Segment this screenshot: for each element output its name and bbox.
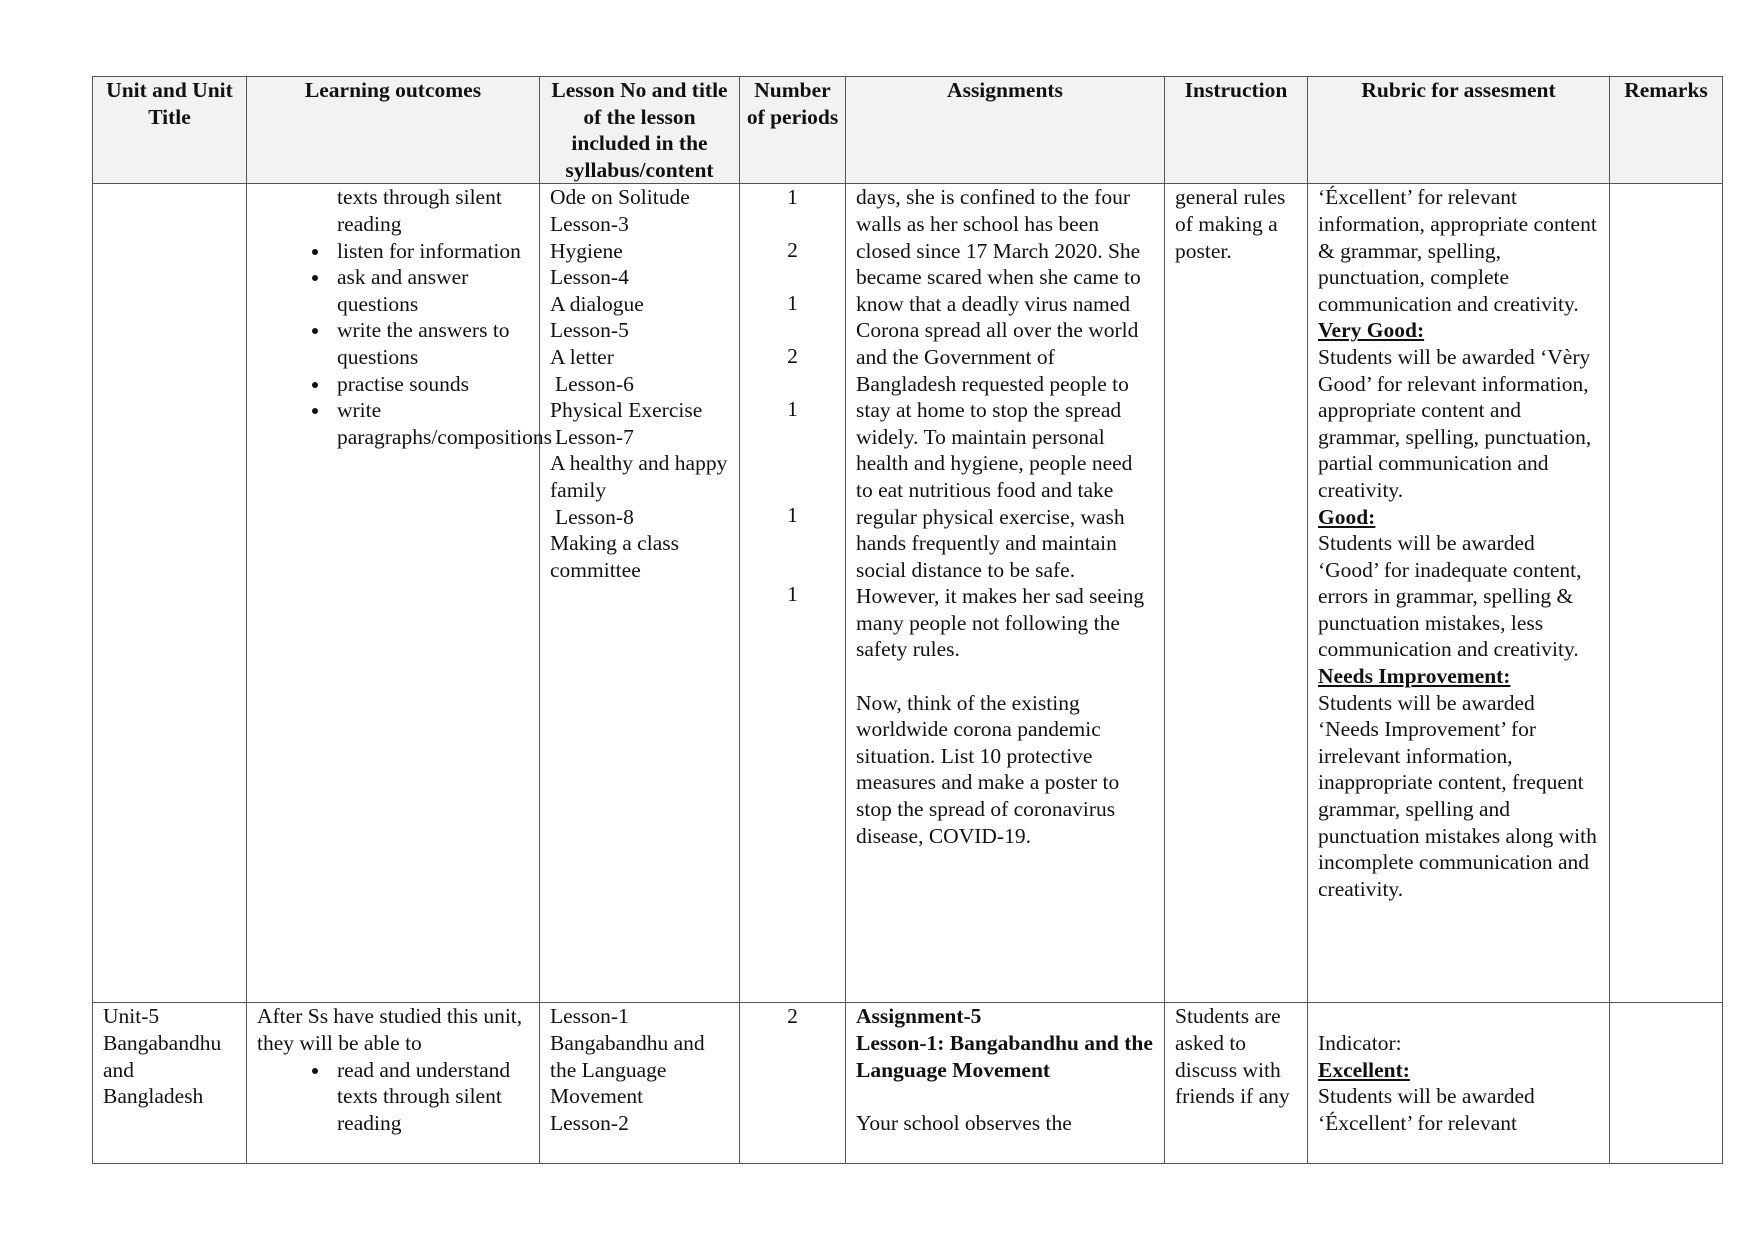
lesson-line: Lesson-3	[550, 211, 629, 236]
header-assignments: Assignments	[846, 77, 1165, 184]
paragraph-gap	[856, 1083, 1154, 1110]
assignment-cell	[846, 1003, 1165, 1164]
periods-cell: 2	[740, 1003, 846, 1164]
assignment-task: Now, think of the existing worldwide corona pandemic situation. List 10 protective measures and make a poster to stop the spread of coronavirus disease, COVID-19.	[856, 690, 1120, 848]
lesson-line: Lesson-1	[550, 1004, 629, 1029]
header-unit: Unit and Unit Title	[93, 77, 247, 184]
assignment-cell	[846, 184, 1165, 1003]
learning-outcomes-cell	[247, 1003, 540, 1164]
rubric-excellent-heading: Excellent:	[1318, 1057, 1410, 1082]
rubric-very-good-heading: Very Good:	[1318, 318, 1425, 343]
header-lesson: Lesson No and title of the lesson included in the syllabus/content	[540, 77, 740, 184]
header-remarks: Remarks	[1610, 77, 1723, 184]
table-row	[93, 184, 1723, 1003]
learning-outcomes-cell	[247, 184, 552, 1003]
outcomes-intro: After Ss have studied this unit, they will be able to	[257, 1004, 523, 1055]
lesson-plan-table	[92, 76, 1723, 1164]
list-item: • practise sounds	[331, 371, 529, 398]
list-item: • read and understand texts through silent reading	[331, 1057, 529, 1137]
lesson-line: A dialogue	[550, 291, 644, 316]
header-rubric: Rubric for assesment	[1308, 77, 1610, 184]
list-item: • write the answers to questions	[331, 317, 529, 370]
table-row	[93, 1003, 1723, 1164]
rubric-excellent-text: ‘Éxcellent’ for relevant information, appropriate content & grammar, spelling, punctuation, complete communication and creativity.	[1318, 185, 1597, 316]
rubric-very-good-text: Students will be awarded ‘Vèry Good’ for relevant information, appropriate content and grammar, spelling, punctuation, partial communication and creativity.	[1318, 344, 1592, 502]
unit-cell: Unit-5 Bangabandhu and Bangladesh	[93, 1003, 247, 1164]
assignment-title: Assignment-5	[856, 1004, 982, 1029]
header-learning-outcomes: Learning outcomes	[247, 77, 540, 184]
lesson-line: Lesson-8	[555, 504, 634, 529]
period-value: 1	[787, 185, 798, 210]
outcome-continued: texts through silent reading	[337, 185, 502, 236]
periods-cell	[740, 184, 846, 1003]
instruction-cell: Students are asked to discuss with friends if any	[1165, 1003, 1308, 1164]
assignment-text: days, she is confined to the four walls as her school has been closed since 17 March 2020. She became scared when she came to know that a deadly virus named Corona spread all over the world and the Government of Bangladesh requested people to stay at home to stop the spread widely. To maintain personal health and hygiene, people need to eat nutritious food and take regular physical exercise, wash hands frequently and maintain social distance to be safe. However, it makes her sad seeing many people not following the safety rules.	[856, 185, 1145, 662]
list-item: • write paragraphs/compositions	[331, 397, 529, 450]
header-periods: Number of periods	[740, 77, 846, 184]
header-instruction: Instruction	[1165, 77, 1308, 184]
rubric-indicator: Indicator:	[1318, 1030, 1402, 1055]
lesson-line: Lesson-2	[550, 1110, 629, 1135]
period-value: 2	[787, 238, 798, 263]
lesson-line: Bangabandhu and the Language Movement	[550, 1030, 705, 1109]
period-value: 1	[787, 503, 798, 528]
header-row	[93, 77, 1723, 184]
instruction-cell: general rules of making a poster.	[1165, 184, 1308, 1003]
list-item: • listen for information	[331, 238, 529, 265]
lesson-line: Hygiene	[550, 238, 623, 263]
lesson-line: Ode on Solitude	[550, 185, 690, 210]
period-value: 2	[787, 344, 798, 369]
outcomes-list	[257, 238, 552, 451]
lesson-line: Lesson-5	[550, 318, 629, 343]
outcomes-list	[257, 1057, 529, 1137]
unit-cell	[93, 184, 247, 1003]
lesson-line: A healthy and happy family	[550, 451, 728, 502]
list-item: • ask and answer questions	[331, 264, 529, 317]
lesson-line: Making a class committee	[550, 531, 679, 582]
lesson-line: Lesson-6	[555, 371, 634, 396]
remarks-cell	[1610, 184, 1723, 1003]
lesson-cell	[540, 1003, 740, 1164]
lesson-line: Lesson-7	[555, 424, 634, 449]
rubric-good-heading: Good:	[1318, 504, 1376, 529]
rubric-good-text: Students will be awarded ‘Good’ for inadequate content, errors in grammar, spelling & punctuation mistakes, less communication and creativity.	[1318, 531, 1582, 662]
lesson-line: Lesson-4	[550, 265, 629, 290]
lesson-cell	[540, 184, 740, 1003]
rubric-cell	[1308, 184, 1610, 1003]
rubric-excellent-text: Students will be awarded ‘Éxcellent’ for relevant	[1318, 1084, 1535, 1135]
period-value: 1	[787, 582, 798, 607]
remarks-cell	[1610, 1003, 1723, 1164]
rubric-needs-improvement-text: Students will be awarded ‘Needs Improvement’ for irrelevant information, inappropriate content, frequent grammar, spelling and punctuation mistakes along with incomplete communication and creativity.	[1318, 690, 1597, 901]
rubric-cell	[1308, 1003, 1610, 1164]
period-value: 1	[787, 291, 798, 316]
lesson-line: Physical Exercise	[550, 398, 703, 423]
paragraph-gap	[856, 663, 1154, 690]
lesson-line: A letter	[550, 344, 614, 369]
assignment-text: Your school observes the	[856, 1110, 1072, 1135]
paragraph-gap	[1318, 1003, 1599, 1030]
assignment-subtitle: Lesson-1: Bangabandhu and the Language Movement	[856, 1030, 1153, 1082]
period-value: 1	[787, 397, 798, 422]
rubric-needs-improvement-heading: Needs Improvement:	[1318, 664, 1511, 689]
